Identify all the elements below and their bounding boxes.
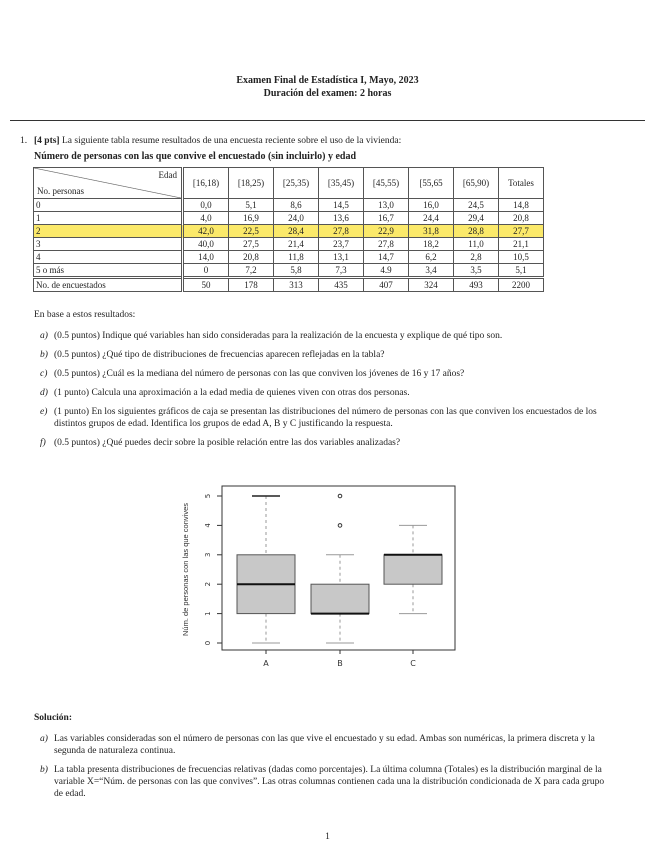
table-cell: 27,8 (364, 238, 409, 251)
item-text: (1 punto) Calcula una aproximación a la edad media de quienes viven con otras dos personas. (54, 388, 410, 398)
list-item (40, 764, 610, 800)
list-item (40, 368, 610, 380)
table-cell: 5,1 (499, 264, 544, 278)
table-cell: 28,4 (274, 225, 319, 238)
list-item (40, 330, 610, 342)
table-header-row (34, 168, 544, 199)
table-cell: 13,0 (364, 199, 409, 212)
table-cell: 14,8 (499, 199, 544, 212)
row-label: 2 (34, 225, 183, 238)
table-row (34, 278, 544, 292)
solution-heading: Solución: (34, 713, 73, 723)
row-label: 0 (34, 199, 183, 212)
item-label: a) (40, 734, 48, 744)
table-cell: 493 (454, 278, 499, 292)
table-cell: 16,0 (409, 199, 454, 212)
page-number: 1 (325, 832, 330, 842)
table-cell: 4.9 (364, 264, 409, 278)
row-label: 4 (34, 251, 183, 264)
item-text: (0.5 puntos) ¿Cuál es la mediana del número de personas con las que conviven los jóvenes de 16 y 17 años? (54, 369, 465, 379)
questions-lead: En base a estos resultados: (34, 310, 136, 320)
y-axis-title: Núm. de personas con las que convives (181, 503, 190, 636)
table-cell: 16,9 (229, 212, 274, 225)
table-cell: 313 (274, 278, 319, 292)
column-header: [18,25) (229, 168, 274, 199)
table-cell: 42,0 (183, 225, 229, 238)
table-cell: 27,8 (319, 225, 364, 238)
table-cell: 13,1 (319, 251, 364, 264)
row-label: No. de encuestados (34, 278, 183, 292)
box-C (384, 555, 442, 584)
column-header: [16,18) (183, 168, 229, 199)
table-cell: 407 (364, 278, 409, 292)
table-cell: 14,5 (319, 199, 364, 212)
boxplot-chart (170, 480, 470, 675)
table-cell: 21,4 (274, 238, 319, 251)
column-header: [25,35) (274, 168, 319, 199)
column-header: [55,65 (409, 168, 454, 199)
table-cell: 11,0 (454, 238, 499, 251)
table-cell: 3,4 (409, 264, 454, 278)
table-cell: 20,8 (499, 212, 544, 225)
table-cell: 50 (183, 278, 229, 292)
item-text: (0.5 puntos) ¿Qué tipo de distribuciones de frecuencias aparecen reflejadas en la tabla? (54, 350, 385, 360)
item-label: f) (40, 438, 46, 448)
table-cell: 11,8 (274, 251, 319, 264)
table-cell: 7,3 (319, 264, 364, 278)
item-text: La tabla presenta distribuciones de frecuencias relativas (dadas como porcentajes). La última columna (Totales) es la distribución marginal de la variable X=“Núm. de personas con las que convives”. Las otras columnas contienen cada una la distribución condicionada de X para cada grupo de edad. (54, 765, 605, 799)
table-cell: 28,8 (454, 225, 499, 238)
column-header: Totales (499, 168, 544, 199)
table-cell: 6,2 (409, 251, 454, 264)
table-row (34, 264, 544, 278)
table-cell: 22,9 (364, 225, 409, 238)
table-cell: 3,5 (454, 264, 499, 278)
row-label: 5 o más (34, 264, 183, 278)
table-cell: 5,1 (229, 199, 274, 212)
table-cell: 20,8 (229, 251, 274, 264)
table-cell: 4,0 (183, 212, 229, 225)
problem-points: [4 pts] (34, 136, 60, 146)
row-label: 3 (34, 238, 183, 251)
item-text: (0.5 puntos) ¿Qué puedes decir sobre la posible relación entre las dos variables analizadas? (54, 438, 401, 448)
exam-duration: Duración del examen: 2 horas (263, 88, 392, 99)
questions-list (40, 330, 610, 456)
table-cell: 435 (319, 278, 364, 292)
table-row (34, 225, 544, 238)
table-row (34, 199, 544, 212)
table-cell: 7,2 (229, 264, 274, 278)
table-cell: 14,7 (364, 251, 409, 264)
problem-number: 1. (20, 136, 28, 146)
y-tick-label: 2 (204, 581, 212, 587)
item-label: d) (40, 388, 48, 398)
item-label: a) (40, 331, 48, 341)
table-cell: 27,7 (499, 225, 544, 238)
table-cell: 13,6 (319, 212, 364, 225)
list-item (40, 406, 610, 430)
list-item (40, 387, 610, 399)
table-cell: 21,1 (499, 238, 544, 251)
y-tick-label: 3 (204, 552, 212, 558)
table-title: Número de personas con las que convive el encuestado (sin incluirlo) y edad (34, 151, 357, 162)
y-tick-label: 0 (204, 640, 212, 646)
problem-intro (34, 136, 401, 146)
column-header: [65,90) (454, 168, 499, 199)
outlier-point (338, 524, 342, 528)
table-cell: 24,4 (409, 212, 454, 225)
corner-cell (34, 168, 183, 199)
item-text: Las variables consideradas son el número de personas con las que vive el encuestado y su edad. Ambas son numéricas, la primera discreta y la segunda de naturaleza continua. (54, 734, 595, 756)
table-row (34, 238, 544, 251)
exam-title: Examen Final de Estadística I, Mayo, 2023 (236, 75, 419, 86)
table-cell: 40,0 (183, 238, 229, 251)
table-cell: 2200 (499, 278, 544, 292)
solutions-list (40, 733, 610, 807)
problem-intro-text: La siguiente tabla resume resultados de una encuesta reciente sobre el uso de la vivienda: (61, 136, 402, 146)
list-item (40, 349, 610, 361)
table-cell: 0 (183, 264, 229, 278)
table-row (34, 212, 544, 225)
table-cell: 10,5 (499, 251, 544, 264)
table-cell: 22,5 (229, 225, 274, 238)
list-item (40, 733, 610, 757)
column-header: [45,55) (364, 168, 409, 199)
item-label: b) (40, 765, 48, 775)
table-cell: 18,2 (409, 238, 454, 251)
table-cell: 23,7 (319, 238, 364, 251)
item-label: c) (40, 369, 48, 379)
column-header: [35,45) (319, 168, 364, 199)
table-cell: 324 (409, 278, 454, 292)
x-tick-label: C (410, 659, 416, 668)
y-tick-label: 1 (204, 611, 212, 616)
table-cell: 0,0 (183, 199, 229, 212)
x-tick-label: B (337, 659, 343, 668)
divider (10, 120, 645, 121)
table-cell: 27,5 (229, 238, 274, 251)
y-tick-label: 5 (204, 493, 212, 499)
table-cell: 24,0 (274, 212, 319, 225)
frequency-table (33, 167, 544, 292)
table-cell: 5,8 (274, 264, 319, 278)
row-label: 1 (34, 212, 183, 225)
table-row (34, 251, 544, 264)
table-cell: 14,0 (183, 251, 229, 264)
list-item (40, 437, 610, 449)
box-B (311, 584, 369, 613)
table-cell: 29,4 (454, 212, 499, 225)
table-cell: 16,7 (364, 212, 409, 225)
table-cell: 8,6 (274, 199, 319, 212)
table-cell: 31,8 (409, 225, 454, 238)
corner-top-label: Edad (158, 170, 177, 180)
outlier-point (338, 494, 342, 498)
x-tick-label: A (263, 659, 269, 668)
item-text: (1 punto) En los siguientes gráficos de caja se presentan las distribuciones del número de personas con las que conviven los encuestados de los distintos grupos de edad. Identifica los grupos de edad A, B y C justificando la respuesta. (54, 407, 597, 429)
item-label: b) (40, 350, 48, 360)
item-text: (0.5 puntos) Indique qué variables han sido consideradas para la realización de la encuesta y explique de qué tipo son. (54, 331, 503, 341)
y-tick-label: 4 (204, 523, 212, 528)
item-label: e) (40, 407, 48, 417)
corner-bottom-label: No. personas (37, 186, 84, 196)
table-cell: 2,8 (454, 251, 499, 264)
table-cell: 24,5 (454, 199, 499, 212)
table-cell: 178 (229, 278, 274, 292)
